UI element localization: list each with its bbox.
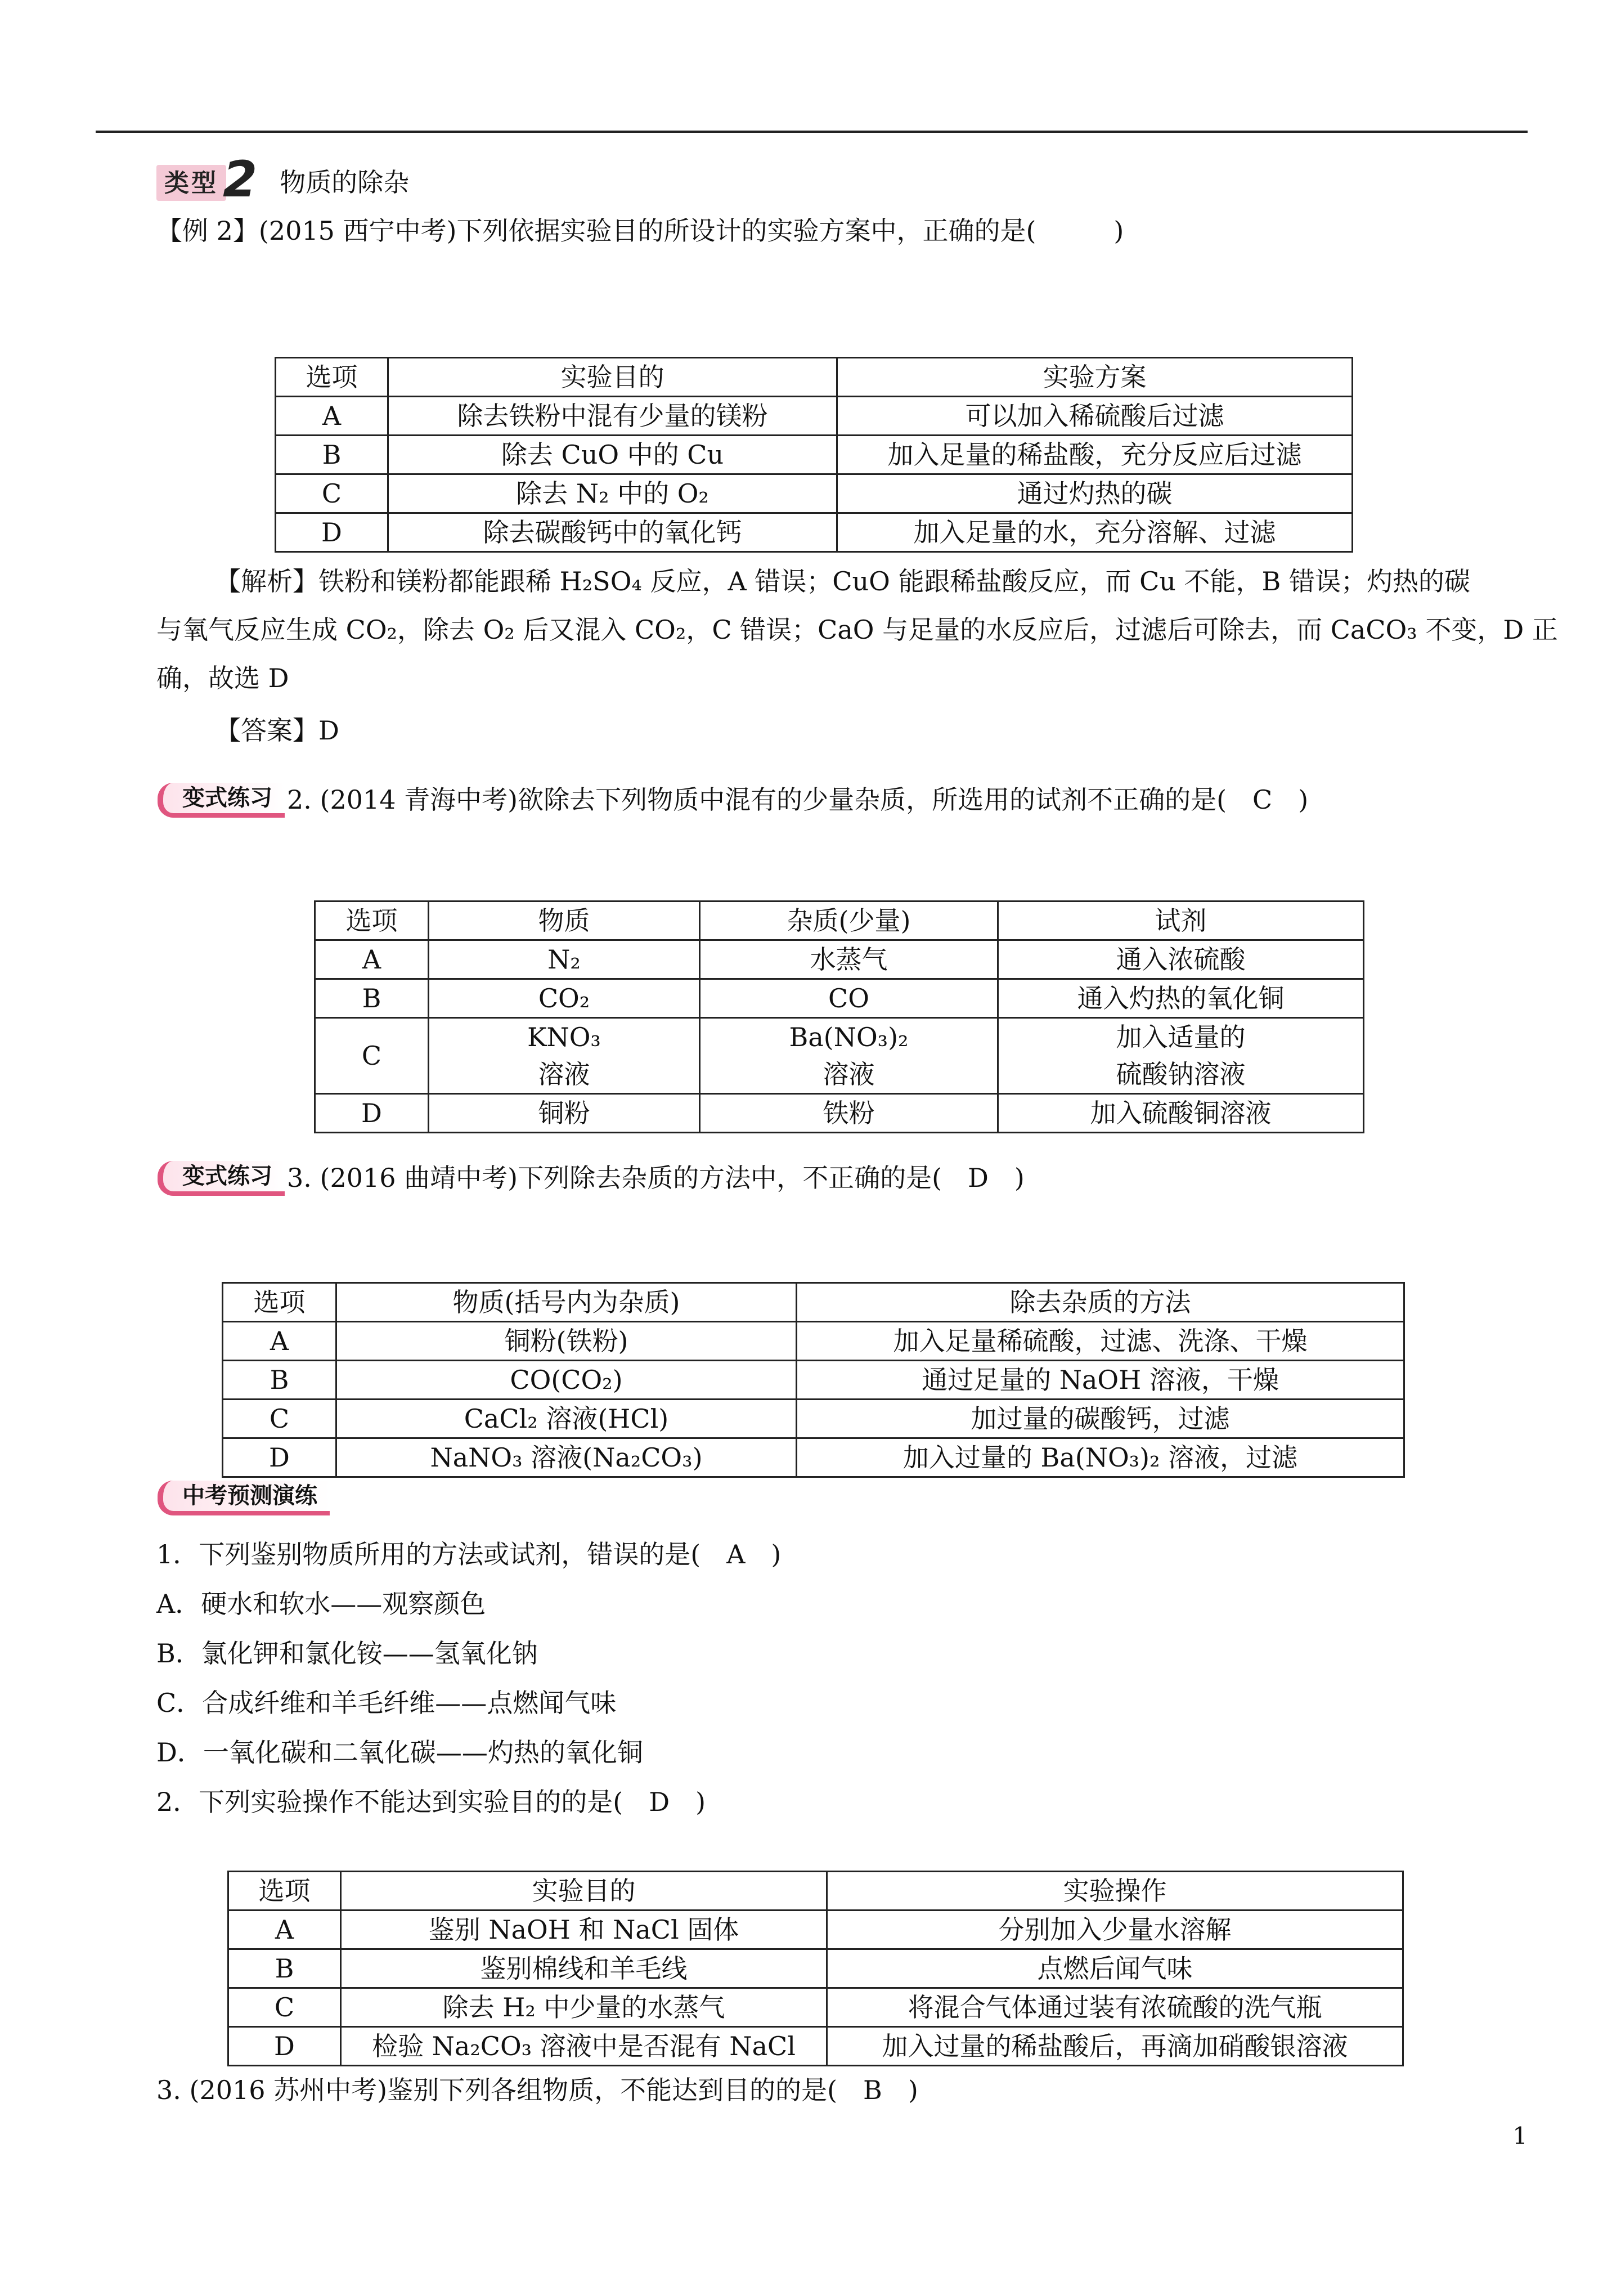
table-cell: KNO₃ 溶液 [429,1018,700,1094]
table-row [228,1988,1403,2027]
table-cell: D [223,1438,336,1477]
practice-tag: 变式练习 [158,783,285,818]
table-row [223,1438,1404,1477]
table-cell: B [223,1361,336,1400]
table-cell: 将混合气体通过装有浓硫酸的洗气瓶 [827,1988,1403,2027]
table-row [315,979,1364,1018]
table-cell: A [276,397,388,436]
table-cell: CaCl₂ 溶液(HCl) [336,1400,797,1438]
practice2-table [314,900,1364,1133]
example-table [275,357,1353,553]
table-cell: 铜粉 [429,1094,700,1133]
table-cell: D [228,2027,341,2066]
table-row [223,1361,1404,1400]
table-cell: 鉴别 NaOH 和 NaCl 固体 [341,1911,827,1949]
section-title: 物质的除杂 [280,167,410,198]
table-header-cell: 选项 [228,1872,341,1911]
table-cell: 加入硫酸铜溶液 [998,1094,1364,1133]
table-row [276,474,1353,513]
table-header-cell: 物质 [429,902,700,940]
prediction-q1 [156,1530,781,1827]
page-number: 1 [1512,2122,1528,2150]
example-answer: 【答案】D [215,715,339,746]
table-row [276,513,1353,552]
table-row [276,397,1353,436]
table-cell: 除去 H₂ 中少量的水蒸气 [341,1988,827,2027]
table-cell: C [223,1400,336,1438]
table-cell: 加入适量的 硫酸钠溶液 [998,1018,1364,1094]
table-row [315,1094,1364,1133]
option: C．合成纤维和羊毛纤维——点燃闻气味 [156,1688,617,1718]
table-cell: 可以加入稀硫酸后过滤 [837,397,1353,436]
section-heading [156,150,410,208]
analysis-line: 与氧气反应生成 CO₂，除去 O₂ 后又混入 CO₂，C 错误；CaO 与足量的水反应后，过滤后可除去，而 CaCO₃ 不变，D 正 [156,615,1558,645]
practice2-heading [158,784,1308,816]
table-cell: Ba(NO₃)₂ 溶液 [700,1018,998,1094]
table-cell: B [276,436,388,474]
table-header-cell: 选项 [223,1283,336,1322]
header-rule [96,131,1528,133]
practice2-stem: 2. (2014 青海中考)欲除去下列物质中混有的少量杂质，所选用的试剂不正确的是( C ) [287,784,1309,815]
type-number: 2 [223,150,258,208]
table-cell: CO(CO₂) [336,1361,797,1400]
option: A．硬水和软水——观察颜色 [156,1589,486,1619]
table-header-cell: 实验目的 [388,358,837,397]
prediction-q3: 3. (2016 苏州中考)鉴别下列各组物质，不能达到目的的是( B ) [156,2075,918,2105]
table-cell: 铜粉(铁粉) [336,1322,797,1361]
table-header-cell: 选项 [276,358,388,397]
table-cell: A [223,1322,336,1361]
table-row [223,1322,1404,1361]
question-stem: 1．下列鉴别物质所用的方法或试剂，错误的是( A ) [156,1539,782,1569]
table-row [315,1018,1364,1094]
practice3-stem: 3. (2016 曲靖中考)下列除去杂质的方法中，不正确的是( D ) [287,1163,1025,1194]
table-cell: 加过量的碳酸钙，过滤 [797,1400,1404,1438]
table-cell: A [228,1911,341,1949]
option: D．一氧化碳和二氧化碳——灼热的氧化铜 [156,1737,643,1768]
table-cell: 加入过量的 Ba(NO₃)₂ 溶液，过滤 [797,1438,1404,1477]
table-cell: 除去 CuO 中的 Cu [388,436,837,474]
table-cell: B [228,1949,341,1988]
table-cell: 水蒸气 [700,940,998,979]
example-analysis [156,557,1558,702]
practice-tag: 变式练习 [158,1161,285,1196]
table-header-row [276,358,1353,397]
table-header-cell: 实验目的 [341,1872,827,1911]
type-badge: 类型 [156,165,226,201]
table-row [228,1911,1403,1949]
table-cell: 点燃后闻气味 [827,1949,1403,1988]
table-cell: 铁粉 [700,1094,998,1133]
table-cell: 除去碳酸钙中的氧化钙 [388,513,837,552]
table-row [228,2027,1403,2066]
analysis-line: 确，故选 D [156,663,289,693]
table-cell: 检验 Na₂CO₃ 溶液中是否混有 NaCl [341,2027,827,2066]
option: B．氯化钾和氯化铵——氢氧化钠 [156,1638,538,1669]
practice3-heading [158,1163,1025,1194]
table-cell: 分别加入少量水溶解 [827,1911,1403,1949]
table-row [276,436,1353,474]
prediction-q2-table [227,1871,1404,2066]
table-header-cell: 除去杂质的方法 [797,1283,1404,1322]
table-cell: 鉴别棉线和羊毛线 [341,1949,827,1988]
table-cell: B [315,979,429,1018]
table-header-cell: 试剂 [998,902,1364,940]
example-stem: 【例 2】(2015 西宁中考)下列依据实验目的所设计的实验方案中，正确的是( ) [156,216,1124,246]
table-row [223,1400,1404,1438]
table-cell: A [315,940,429,979]
table-cell: 加入足量的水，充分溶解、过滤 [837,513,1353,552]
table-cell: C [276,474,388,513]
prediction-tag: 中考预测演练 [158,1481,330,1515]
table-header-row [223,1283,1404,1322]
table-header-cell: 选项 [315,902,429,940]
table-cell: 通入浓硫酸 [998,940,1364,979]
table-cell: 加入过量的稀盐酸后，再滴加硝酸银溶液 [827,2027,1403,2066]
table-cell: 除去铁粉中混有少量的镁粉 [388,397,837,436]
table-cell: N₂ [429,940,700,979]
practice3-table [222,1282,1405,1478]
table-cell: D [315,1094,429,1133]
table-cell: 通过足量的 NaOH 溶液，干燥 [797,1361,1404,1400]
table-cell: 加入足量的稀盐酸，充分反应后过滤 [837,436,1353,474]
analysis-line: 【解析】铁粉和镁粉都能跟稀 H₂SO₄ 反应，A 错误；CuO 能跟稀盐酸反应，而 Cu 不能，B 错误；灼热的碳 [215,566,1470,597]
question-stem: 2．下列实验操作不能达到实验目的的是( D ) [156,1787,706,1817]
table-header-cell: 杂质(少量) [700,902,998,940]
table-cell: 除去 N₂ 中的 O₂ [388,474,837,513]
table-header-row [315,902,1364,940]
table-cell: CO [700,979,998,1018]
prediction-heading [158,1482,330,1514]
table-cell: D [276,513,388,552]
table-cell: NaNO₃ 溶液(Na₂CO₃) [336,1438,797,1477]
table-header-row [228,1872,1403,1911]
table-cell: 加入足量稀硫酸，过滤、洗涤、干燥 [797,1322,1404,1361]
table-cell: 通入灼热的氧化铜 [998,979,1364,1018]
table-header-cell: 实验方案 [837,358,1353,397]
table-row [315,940,1364,979]
table-row [228,1949,1403,1988]
table-cell: CO₂ [429,979,700,1018]
table-cell: C [315,1018,429,1094]
table-header-cell: 物质(括号内为杂质) [336,1283,797,1322]
table-header-cell: 实验操作 [827,1872,1403,1911]
table-cell: 通过灼热的碳 [837,474,1353,513]
table-cell: C [228,1988,341,2027]
